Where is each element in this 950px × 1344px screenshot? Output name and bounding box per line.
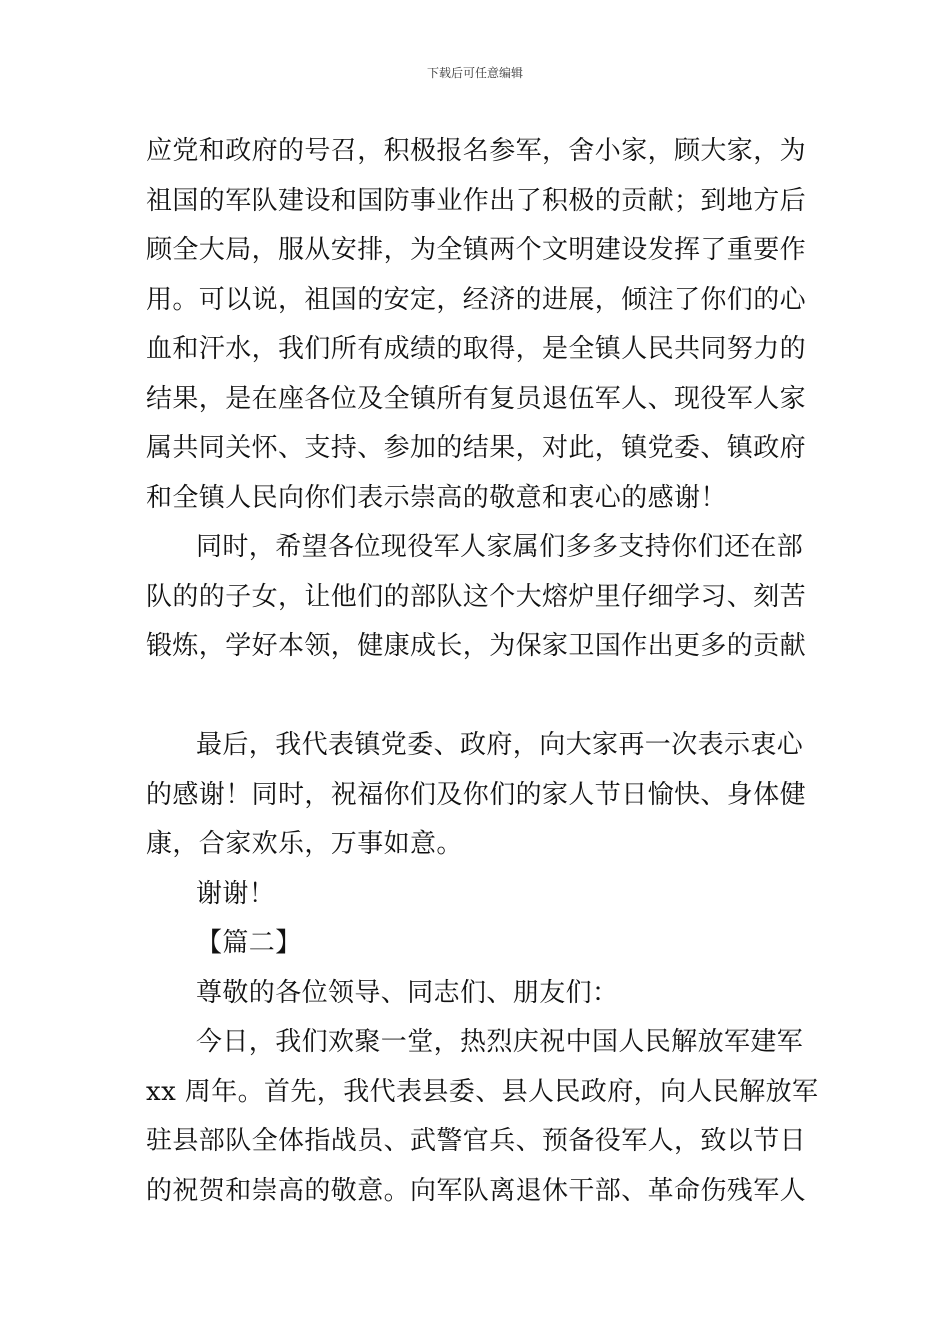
text-line: 应党和政府的号召，积极报名参军，舍小家，顾大家，为 xyxy=(146,136,807,166)
text-line: 结果，是在座各位及全镇所有复员退伍军人、现役军人家 xyxy=(146,383,807,414)
text-line: 同时，希望各位现役军人家属们多多支持你们还在部 xyxy=(196,532,804,562)
text-line: 顾全大局，服从安排，为全镇两个文明建设发挥了重要作 xyxy=(146,235,807,265)
text-line: 血和汗水，我们所有成绩的取得，是全镇人民共同努力的 xyxy=(146,334,807,364)
section-heading: 【篇二】 xyxy=(196,928,302,958)
paragraph-gap xyxy=(146,672,808,722)
text-line: 的祝贺和崇高的敬意。向军队离退休干部、革命伤残军人 xyxy=(146,1175,807,1206)
document-body xyxy=(146,127,819,1216)
text-line: 和全镇人民向你们表示崇高的敬意和衷心的感谢！ xyxy=(146,482,727,513)
text-line: 最后，我代表镇党委、政府，向大家再一次表示衷心 xyxy=(196,730,804,760)
text-line: 康，合家欢乐，万事如意。 xyxy=(146,829,463,859)
text-line: xx 周年。首先，我代表县委、县人民政府，向人民解放军 xyxy=(146,1076,819,1107)
text-line: 的感谢！同时，祝福你们及你们的家人节日愉快、身体健 xyxy=(146,779,807,810)
text-line: 用。可以说，祖国的安定，经济的进展，倾注了你们的心 xyxy=(146,284,807,315)
text-line: 祖国的军队建设和国防事业作出了积极的贡献；到地方后 xyxy=(146,185,807,216)
text-line: 今日，我们欢聚一堂，热烈庆祝中国人民解放军建军 xyxy=(196,1027,804,1057)
text-line: 谢谢！ xyxy=(196,878,276,909)
page-header: 下载后可任意编辑 xyxy=(426,66,523,80)
text-line: 属共同关怀、支持、参加的结果，对此，镇党委、镇政府 xyxy=(146,433,807,463)
text-line: 锻炼，学好本领，健康成长，为保家卫国作出更多的贡献 xyxy=(146,631,807,661)
salutation: 尊敬的各位领导、同志们、朋友们： xyxy=(196,977,619,1008)
text-line: 队的的子女，让他们的部队这个大熔炉里仔细学习、刻苦 xyxy=(146,581,807,612)
text-line: 驻县部队全体指战员、武警官兵、预备役军人，致以节日 xyxy=(146,1126,807,1156)
